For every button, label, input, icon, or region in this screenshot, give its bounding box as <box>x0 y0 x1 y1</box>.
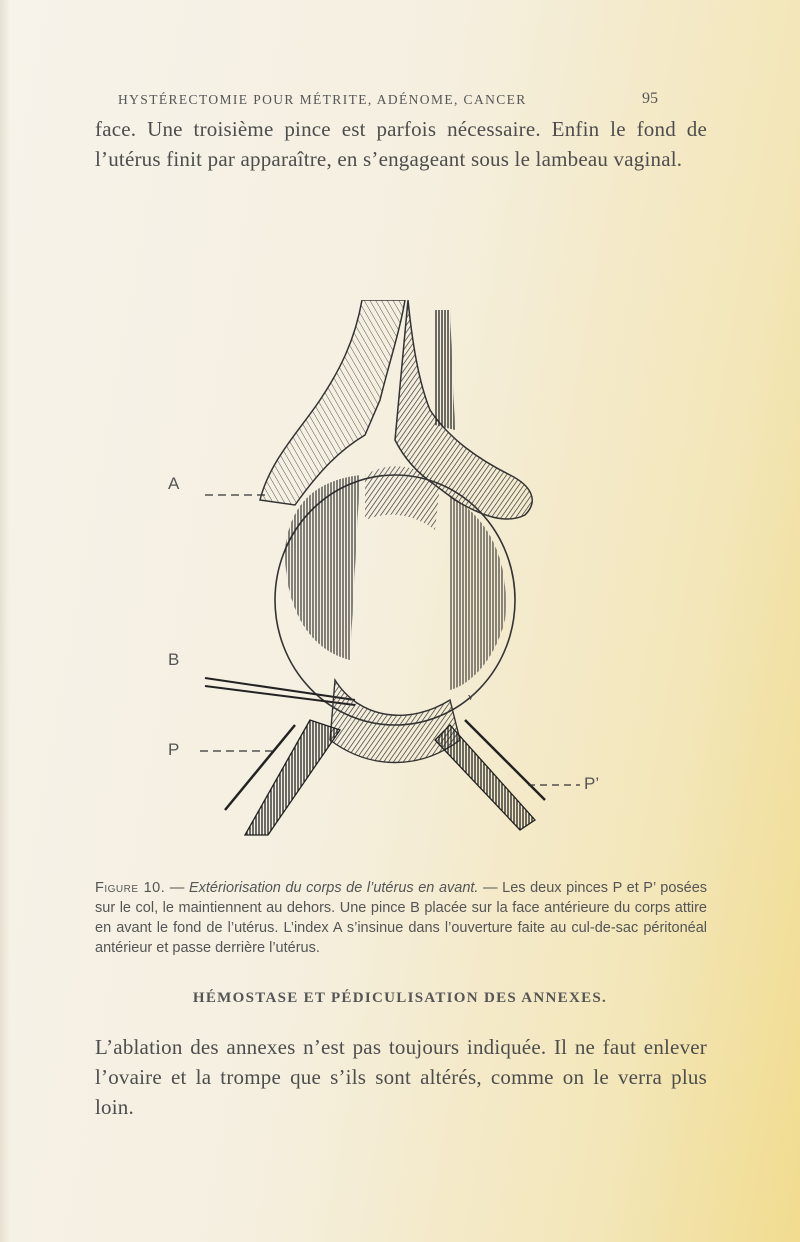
caption-title: Extériorisation du corps de l’utérus en avant. <box>188 880 479 896</box>
figure-illustration <box>150 300 620 840</box>
figure-label-p: P <box>168 740 180 759</box>
figure-label-a: A <box>168 474 180 493</box>
page-number: 95 <box>642 90 658 107</box>
uterus-engraving <box>150 300 620 840</box>
figure-label-p-prime: P’ <box>584 774 600 793</box>
section-heading: HÉMOSTASE ET PÉDICULISATION DES ANNEXES. <box>192 990 608 1006</box>
figure-caption: Figure 10. — Extériorisation du corps de l’utérus en avant. — Les deux pinces P et P’ posées sur le col, le maintiennent au dehors. Une pince B placée sur la face antérieure du corps attire en avant le fond de l’utérus. L’index A s’insinue dans l’ouverture faite au cul-de-sac péritonéal antérieur et passe derrière l’utérus. <box>95 880 708 956</box>
caption-text: Les deux pinces P et P’ posées sur le col, le maintiennent au dehors. Une pince B placée sur la face antérieure du corps attire en avant le fond de l’utérus. L’index A s’insinue dans l’ouverture faite au cul-de-sac péritonéal antérieur et passe derrière l’utérus. <box>95 880 708 956</box>
paragraph-top: face. Une troisième pince est parfois nécessaire. Enfin le fond de l’utérus finit par apparaître, en s’engageant sous le lambeau vaginal. <box>95 117 707 171</box>
page-edge-shadow <box>0 0 10 1242</box>
svg-text:v: v <box>468 692 473 703</box>
running-head: HYSTÉRECTOMIE POUR MÉTRITE, ADÉNOME, CANCER <box>118 92 527 107</box>
figure-label-b: B <box>168 650 180 669</box>
paragraph-bottom: L’ablation des annexes n’est pas toujours indiquée. Il ne faut enlever l’ovaire et la trompe que s’ils sont altérés, comme on le verra plus loin. <box>95 1035 707 1119</box>
forceps-p-left <box>245 720 340 835</box>
caption-number: Figure 10. <box>95 880 166 896</box>
